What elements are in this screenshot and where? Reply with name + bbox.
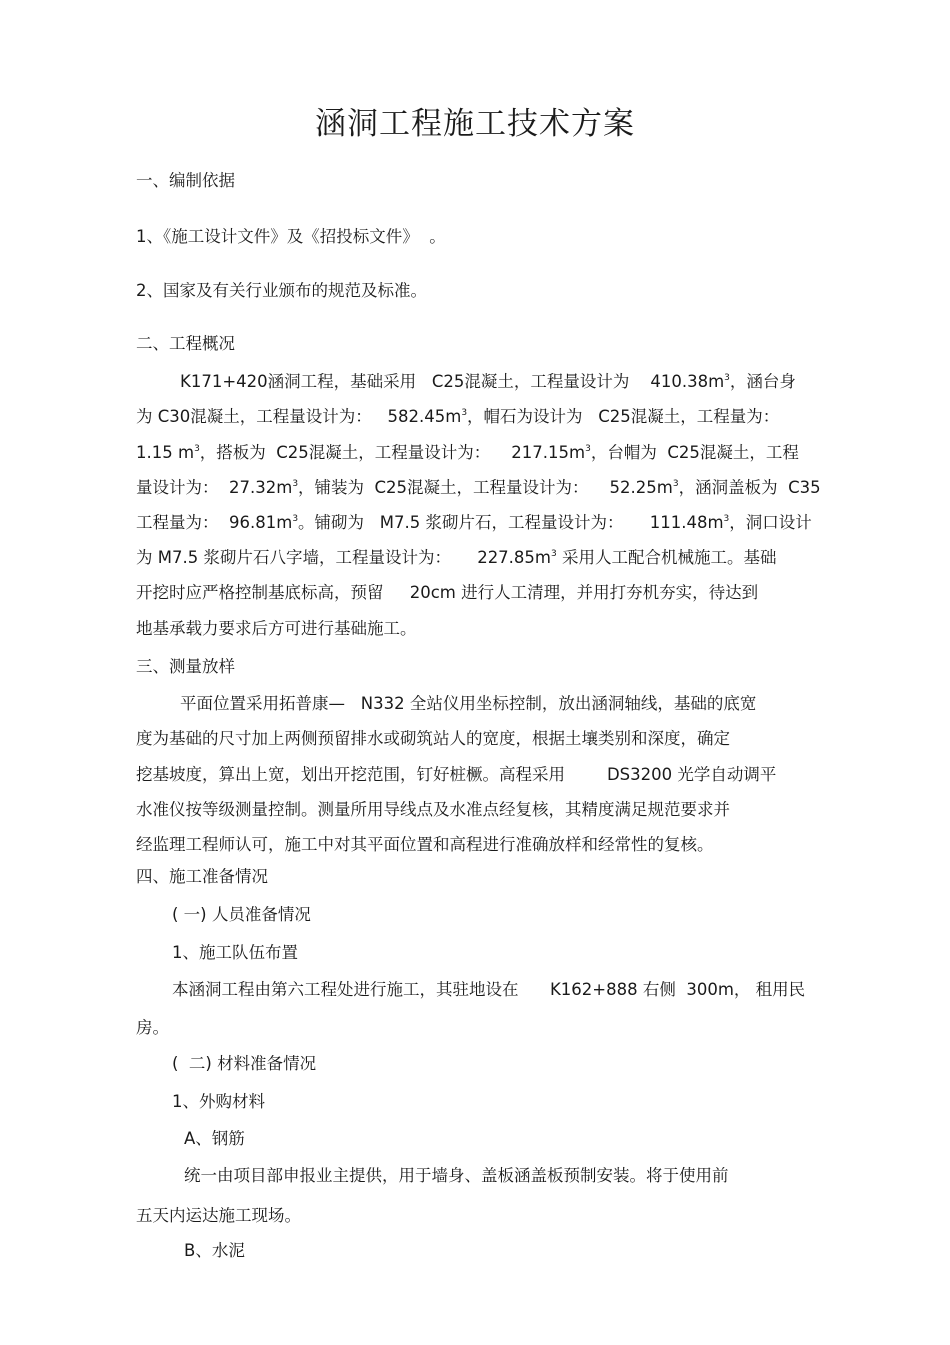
basis-item-2: 2、国家及有关行业颁布的规范及标准。 <box>136 281 427 300</box>
page-title: 涵洞工程施工技术方案 <box>315 106 635 142</box>
overview-line-1: K171+420涵洞工程，基础采用 C25混凝土，工程量设计为 $410.38m^3$，涵台身 <box>180 372 796 391</box>
section-2-heading: 二、工程概况 <box>136 334 235 353</box>
material-b-heading: B、水泥 <box>184 1241 245 1260</box>
section-1-heading: 一、编制依据 <box>136 171 235 190</box>
overview-line-6: 为 M7.5 浆砌片石八字墙，工程量设计为： $227.85m^3$ 采用人工配合机械施工。基础 <box>136 548 777 567</box>
overview-line-5: 工程量为： $96.81m^3$。铺砌为 M7.5 浆砌片石，工程量设计为： $111.48m^3$，洞口设计 <box>136 513 812 532</box>
material-a-heading: A、钢筋 <box>184 1129 245 1148</box>
overview-line-3: 1.15 $m^3$，搭板为 C25混凝土，工程量设计为： $217.15m^3$，台帽为 C25混凝土，工程 <box>136 443 799 462</box>
overview-line-7: 开挖时应严格控制基底标高，预留 20cm 进行人工清理，并用打夯机夯实，待达到 <box>136 583 759 602</box>
overview-line-4: 量设计为： $27.32m^3$，铺装为 C25混凝土，工程量设计为： $52.25m^3$，涵洞盖板为 C35 <box>136 478 821 497</box>
team-line-1: 本涵洞工程由第六工程处进行施工，其驻地设在 K162+888 右侧 300m， 租用民 <box>172 980 806 999</box>
survey-line-1: 平面位置采用拓普康— N332 全站仪用坐标控制，放出涵洞轴线，基础的底宽 <box>180 694 757 713</box>
material-a-line-1: 统一由项目部申报业主提供，用于墙身、盖板涵盖板预制安装。将于使用前 <box>184 1166 729 1185</box>
survey-line-3: 挖基坡度，算出上宽，划出开挖范围，钉好桩橛。高程采用 DS3200 光学自动调平 <box>136 765 777 784</box>
team-line-2: 房。 <box>136 1018 169 1037</box>
survey-line-4: 水准仪按等级测量控制。测量所用导线点及水准点经复核，其精度满足规范要求并 <box>136 800 730 819</box>
section-4-heading: 四、施工准备情况 <box>136 867 268 886</box>
overview-line-2: 为 C30混凝土，工程量设计为： $582.45m^3$，帽石为设计为 C25混凝土，工程量为： <box>136 407 780 426</box>
basis-item-1: 1、《施工设计文件》及《招投标文件》 。 <box>136 227 446 246</box>
subsection-personnel: ( 一) 人员准备情况 <box>172 905 311 924</box>
subsection-materials: ( 二) 材料准备情况 <box>172 1054 317 1073</box>
subsection-purchased-materials: 1、外购材料 <box>172 1092 265 1111</box>
material-a-line-2: 五天内运达施工现场。 <box>136 1206 301 1225</box>
section-3-heading: 三、测量放样 <box>136 657 235 676</box>
survey-line-2: 度为基础的尺寸加上两侧预留排水或砌筑站人的宽度，根据土壤类别和深度，确定 <box>136 729 730 748</box>
survey-line-5: 经监理工程师认可，施工中对其平面位置和高程进行准确放样和经常性的复核。 <box>136 835 714 854</box>
overview-line-8: 地基承载力要求后方可进行基础施工。 <box>136 619 417 638</box>
subsection-team-layout: 1、施工队伍布置 <box>172 943 298 962</box>
